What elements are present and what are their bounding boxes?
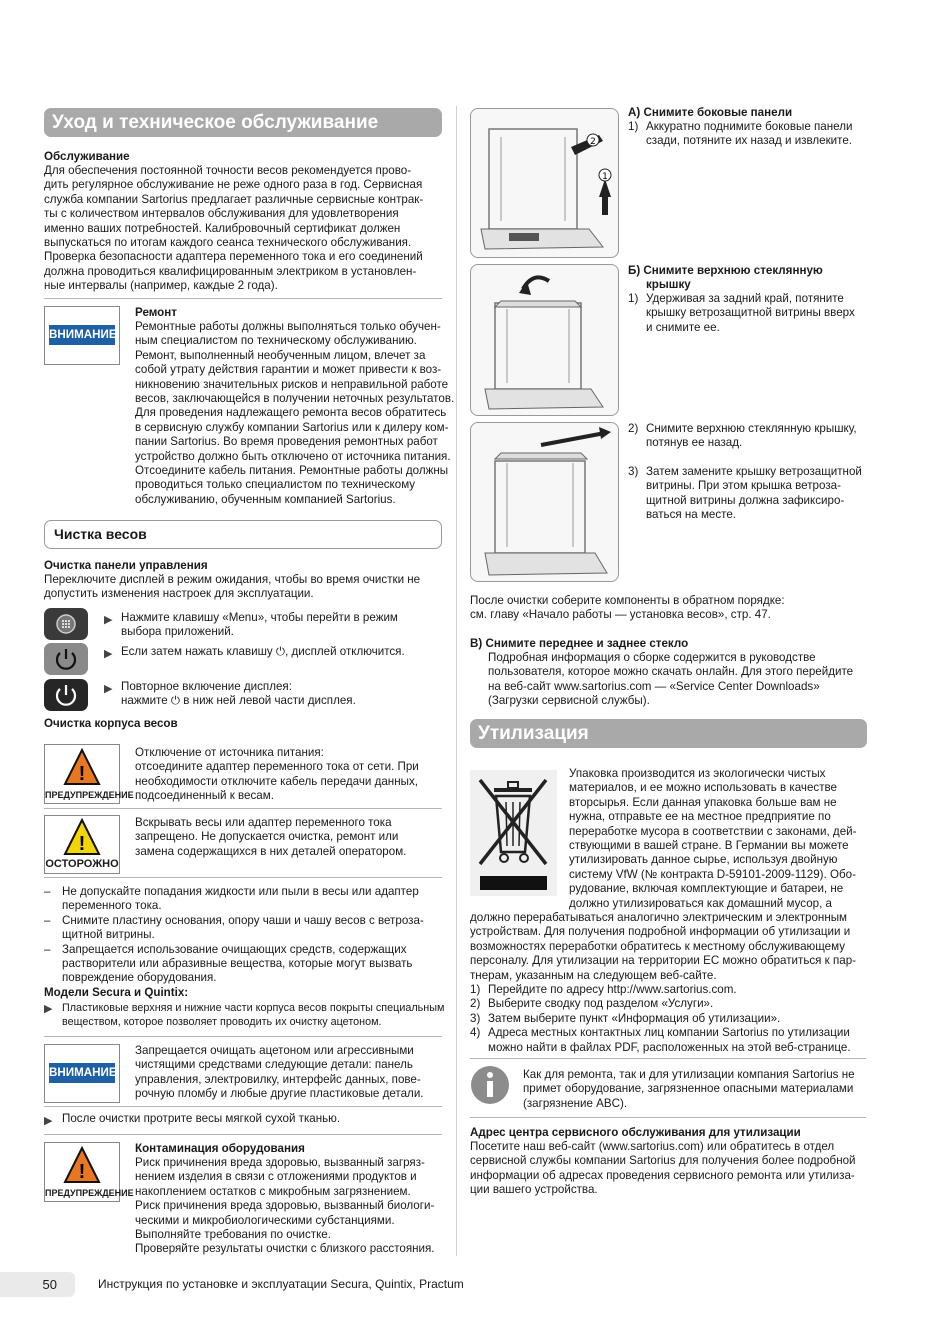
balance-side-panel-image (470, 108, 619, 258)
text-line: допустить изменения настроек для эксплуатации. (44, 587, 314, 601)
text-line: Как для ремонта, так и для утилизации компания Sartorius не (523, 1068, 855, 1081)
list-item-line: Удерживая за задний край, потяните (646, 292, 844, 305)
text-line: Риск причинения вреда здоровью, вызванный загряз- (135, 1156, 425, 1169)
text-line: ным специалистом по техническому обслуживанию. (135, 334, 417, 348)
dash-item (44, 943, 424, 986)
text-line: После очистки соберите компоненты в обратном порядке: (470, 594, 785, 607)
text-line: рудование, включая комплектующие и батареи, не (569, 882, 844, 896)
text-line: собой утрату действия гарантии и может привести к воз- (135, 363, 442, 377)
svg-text:!: ! (78, 763, 86, 785)
divider (44, 1036, 442, 1037)
after-clean-text: После очистки протрите весы мягкой сухой тканью. (62, 1112, 341, 1125)
column-divider (456, 106, 457, 1256)
list-item-line: растворители или абразивные вещества, которые могут вызвать (62, 957, 413, 971)
list-item-line: крышку ветрозащитной витрины вверх (646, 306, 855, 320)
text-line: Риск причинения вреда здоровью, вызванный биологи- (135, 1199, 435, 1213)
list-item-line: повреждение оборудования. (62, 971, 217, 985)
repair-title: Ремонт (135, 306, 177, 319)
balance-top-cover-image (470, 264, 619, 416)
panel-step2 (121, 645, 405, 659)
list-item-line: Затем замените крышку ветрозащитной (646, 464, 862, 478)
step-v-text (488, 651, 853, 709)
text-line: выбора приложений. (121, 625, 234, 639)
step-a-list (628, 120, 852, 149)
contam-text (135, 1156, 434, 1257)
disposal-step (470, 983, 851, 997)
divider (44, 877, 442, 878)
text-line: Ремонтные работы должны выполняться только обучен- (135, 320, 441, 333)
text-line: материалов, и ее можно использовать в качестве (569, 781, 837, 795)
footer-text: Инструкция по установке и эксплуатации Secura, Quintix, Practum (98, 1277, 464, 1291)
text-line: рочную пломбу и любые другие пластиковые детали. (135, 1087, 424, 1101)
contam-title: Контаминация оборудования (135, 1142, 305, 1155)
text-line: обслуживанию, обученным компанией Sartorius. (135, 492, 396, 506)
panel-text (44, 573, 420, 602)
dash-item (44, 914, 424, 943)
text-line: персоналу. Для утилизации на территории ЕС можно обратиться к пар- (470, 954, 857, 968)
bullet-arrow-icon: ▶ (44, 1115, 53, 1127)
list-marker: 3) (470, 1011, 481, 1025)
list-item-line: можно найти в файлах PDF, расположенных на этой веб-странице. (488, 1040, 851, 1054)
dash-item (44, 885, 424, 914)
power-warning-text (135, 746, 419, 804)
list-marker: 4) (470, 1026, 481, 1040)
list-item-line: Не допускайте попадания жидкости или пыли в весы или адаптер (62, 885, 419, 898)
text-line: на веб-сайт www.sartorius.com — «Service Center Downloads» (488, 679, 820, 693)
text-line: в сервисную службу компании Sartorius или к дилеру ком- (135, 420, 449, 434)
text-line: нажмите ⏻ в ниж ней левой части дисплея. (121, 694, 356, 708)
svg-text:!: ! (78, 833, 86, 855)
dash-list (44, 885, 424, 986)
caution-text (135, 816, 406, 859)
step-item (628, 292, 855, 335)
divider (44, 298, 442, 299)
text-line: подсоединенный к весам. (135, 789, 274, 803)
list-marker: 1) (628, 120, 639, 133)
step-item (628, 120, 852, 149)
text-line: ствующими в вашей стране. В Германии вы можете (569, 839, 849, 853)
repair-text (135, 320, 454, 507)
list-item-line: Аккуратно поднимите боковые панели (646, 120, 853, 133)
divider (44, 808, 442, 809)
step-b-title (628, 264, 823, 293)
address-text (470, 1140, 856, 1198)
text-line: запрещено. Не допускается очистка, ремонт или (135, 830, 399, 844)
list-marker: – (44, 942, 51, 956)
disposal-step (470, 997, 851, 1011)
models-text (62, 1001, 444, 1030)
bullet-arrow-icon: ▶ (44, 1003, 53, 1015)
text-line: возможностях переработки обратитесь к местному обслуживающему (470, 939, 845, 953)
text-line: Повторное включение дисплея: (121, 680, 292, 693)
text-line: устройствам. Для получения подробной информации об утилизации и (470, 925, 851, 939)
disposal-header: Утилизация (470, 719, 867, 748)
service-text (44, 164, 423, 294)
list-item-line: Выберите сводку под разделом «Услуги». (488, 997, 714, 1011)
text-line: утилизировать данное сырье, используя двойную (569, 853, 838, 867)
list-item-line: Адреса местных контактных лиц компании Sartorius по утилизации (488, 1026, 850, 1040)
service-title: Обслуживание (44, 150, 130, 163)
panel-step3 (121, 680, 356, 709)
address-title: Адрес центра сервисного обслуживания для утилизации (470, 1126, 801, 1139)
text-line: проводиться только специалистом по техническому (135, 478, 416, 492)
text-line: именно ваших потребностей. Калибровочный сертификат должен (44, 221, 401, 235)
list-item-line: и снимите ее. (646, 320, 720, 334)
list-item-line: сзади, потяните их назад и извлеките. (646, 134, 852, 148)
text-line: (Загрузки сервисной службы). (488, 694, 650, 708)
list-item-line: витрины. При этом крышка ветроза- (646, 479, 841, 493)
text-line: необходимости отключите кабель передачи данных, (135, 774, 418, 788)
text-line: систему VfW (№ контракта D-59101-2009-1129). Обо- (569, 867, 856, 881)
step-c-list (628, 422, 862, 522)
bullet-arrow-icon: ▶ (104, 683, 113, 695)
divider (44, 1106, 442, 1107)
svg-text:1: 1 (602, 172, 608, 182)
text-line: весов, заключающейся в получении неточных результатов. (135, 392, 455, 406)
weee-bin-icon (470, 770, 557, 896)
attention-badge (44, 306, 120, 365)
list-marker: 2) (628, 422, 639, 435)
text-line: Проверка безопасности адаптера переменного тока и его соединений (44, 250, 423, 264)
text-line: примет оборудование, загрязненное опасными материалами (523, 1082, 854, 1096)
text-line: Б) Снимите верхнюю стеклянную (628, 264, 823, 277)
power-key-dark-icon (44, 679, 88, 711)
text-line: дить регулярное обслуживание не реже одного раза в год. Сервисная (44, 178, 423, 192)
text-line: накоплением остатков с микробным загрязнением. (135, 1184, 411, 1198)
divider (470, 1058, 866, 1059)
text-line: Вскрывать весы или адаптер переменного тока (135, 816, 392, 829)
disposal-steps (470, 983, 851, 1055)
svg-text:!: ! (78, 1161, 86, 1183)
text-line: Подробная информация о сборке содержится в руководстве (488, 651, 816, 664)
cleaning-header: Чистка весов (44, 520, 442, 549)
list-marker: 2) (470, 997, 481, 1011)
text-line: крышку (646, 278, 691, 292)
text-line: нужна, отправьте ее на местное предприятие по (569, 810, 831, 824)
power-key-gray-icon (44, 643, 88, 675)
text-line: см. главу «Начало работы — установка весов», стр. 47. (470, 608, 771, 622)
text-line: замена содержащихся в них деталей оператором. (135, 844, 407, 858)
text-line: пании Sartorius. Во время проведения ремонтных работ (135, 435, 438, 449)
text-line: Отключение от источника питания: (135, 746, 324, 759)
disposal-step (470, 1026, 851, 1055)
text-line: Переключите дисплей в режим ожидания, чтобы во время очистки не (44, 573, 421, 586)
caution-label: ОСТОРОЖНО (45, 858, 119, 870)
care-header: Уход и техническое обслуживание (44, 108, 442, 137)
list-item-line: Перейдите по адресу http://www.sartorius.com. (488, 983, 737, 996)
list-item-line: ваться на месте. (646, 508, 737, 522)
bullet-arrow-icon: ▶ (104, 614, 113, 626)
text-line: Пластиковые верхняя и нижние части корпуса весов покрыты специальным (62, 1002, 445, 1014)
text-line: должно утилизироваться как домашний мусор, а (569, 896, 832, 910)
step-a-title: А) Снимите боковые панели (628, 106, 793, 119)
disposal-step (470, 1012, 851, 1026)
text-line: Если затем нажать клавишу ⏻, дисплей отключится. (121, 645, 405, 658)
reassemble-text (470, 594, 785, 623)
text-line: Ремонт, выполненный необученным лицом, влечет за (135, 348, 426, 362)
text-line: веществом, которое позволяет проводить их очистку ацетоном. (62, 1016, 382, 1029)
text-line: переработке мусора в соответствии с законами, дей- (569, 824, 857, 838)
warning-badge (44, 744, 134, 804)
info-text (523, 1068, 855, 1111)
menu-key-icon (44, 608, 88, 640)
panel-title: Очистка панели управления (44, 559, 208, 572)
text-line: (загрязнение ABC). (523, 1096, 628, 1110)
attention-badge (44, 1044, 120, 1103)
list-item-line: Снимите верхнюю стеклянную крышку, (646, 422, 857, 435)
text-line: вторсырья. Если данная упаковка больше вам не (569, 795, 837, 809)
text-line: Проверяйте результаты очистки с близкого расстояния. (135, 1242, 435, 1256)
step-item (628, 465, 862, 523)
list-marker: – (44, 885, 51, 898)
warning-label: ПРЕДУПРЕЖДЕНИЕ (45, 1188, 134, 1198)
text-line: Отсоедините кабель питания. Ремонтные работы должны (135, 464, 449, 478)
text-line: никновению значительных рисков и неправильной работе (135, 377, 449, 391)
list-marker: 1) (470, 983, 481, 996)
housing-title: Очистка корпуса весов (44, 717, 178, 730)
models-title: Модели Secura и Quintix: (44, 986, 189, 999)
caution-badge (44, 815, 120, 874)
panel-step1 (121, 611, 398, 640)
text-line: выпускаться по итогам каждого сеанса технического обслуживания. (44, 236, 412, 250)
text-line: нением изделия в связи с отложениями продуктов и (135, 1170, 417, 1184)
step-b-list (628, 292, 855, 335)
text-line: Посетите наш веб-сайт (www.sartorius.com) или обратитесь в отдел (470, 1140, 835, 1153)
list-marker: – (44, 913, 51, 927)
balance-slide-cover-image (470, 422, 619, 582)
text-line: Для обеспечения постоянной точности весов рекомендуется прово- (44, 164, 412, 177)
list-item-line: потянув ее назад. (646, 436, 743, 450)
info-icon (470, 1065, 510, 1105)
divider (44, 1134, 442, 1135)
text-line: Упаковка производится из экологически чистых (569, 767, 826, 780)
disposal-full-text (470, 911, 856, 983)
list-item-line: Снимите пластину основания, опору чаши и чашу весов с ветроза- (62, 913, 424, 927)
text-line: устройство должно быть отключено от источника питания. (135, 449, 451, 463)
list-item-line: Затем выберите пункт «Информация об утилизации». (488, 1011, 781, 1025)
text-line: ческими и микробиологическими субстанциями. (135, 1213, 395, 1227)
text-line: тнерам, указанным на следующем веб-сайте. (470, 968, 717, 982)
text-line: Нажмите клавишу «Menu», чтобы перейти в режим (121, 611, 398, 624)
page-number: 50 (0, 1272, 75, 1297)
text-line: Запрещается очищать ацетоном или агрессивными (135, 1044, 414, 1057)
text-line: должна проводиться квалифицированным электриком в установлен- (44, 264, 417, 278)
list-item-line: щитной витрины. (62, 928, 155, 942)
divider (470, 1117, 866, 1118)
disposal-side-text (569, 767, 856, 911)
text-line: пользователя, которое можно скачать онлайн. Для этого перейдите (488, 665, 854, 679)
text-line: ции вашего устройства. (470, 1183, 598, 1197)
text-line: Выполняйте требования по очистке. (135, 1228, 331, 1242)
text-line: сервисной службы компании Sartorius для получения более подробной (470, 1154, 856, 1168)
warning-badge (44, 1142, 134, 1202)
text-line: отсоедините адаптер переменного тока от сети. При (135, 760, 419, 774)
text-line: Для проведения надлежащего ремонта весов обратитесь (135, 406, 447, 420)
attention-badge-label: ВНИМАНИЕ (49, 1063, 115, 1083)
text-line: ные интервалы (например, каждые 2 года). (44, 279, 278, 293)
bullet-arrow-icon: ▶ (104, 648, 113, 660)
text-line: управления, электровилку, интерфейс данных, пове- (135, 1072, 421, 1086)
list-marker: 1) (628, 292, 639, 305)
svg-text:2: 2 (590, 137, 596, 147)
step-v-title: В) Снимите переднее и заднее стекло (470, 637, 689, 650)
list-marker: 3) (628, 464, 639, 478)
attention-badge-label: ВНИМАНИЕ (49, 325, 115, 345)
warning-label: ПРЕДУПРЕЖДЕНИЕ (45, 790, 134, 800)
text-line: ты с количеством интервалов обслуживания для удовлетворения (44, 207, 399, 221)
list-item-line: переменного тока. (62, 899, 162, 913)
text-line: информации об адресах проведения сервисного ремонта или утилиза- (470, 1168, 855, 1182)
acetone-text (135, 1044, 424, 1102)
list-item-line: Запрещается использование очищающих средств, содержащих (62, 942, 407, 956)
list-item-line: щитной витрины должна зафиксиро- (646, 493, 845, 507)
text-line: должно перерабатываться аналогично электрическим и электронным (470, 911, 848, 924)
text-line: чистящими средствами следующие детали: панель (135, 1058, 413, 1072)
text-line: служба компании Sartorius предлагает различные сервисные контрак- (44, 192, 424, 206)
step-item (628, 422, 862, 451)
